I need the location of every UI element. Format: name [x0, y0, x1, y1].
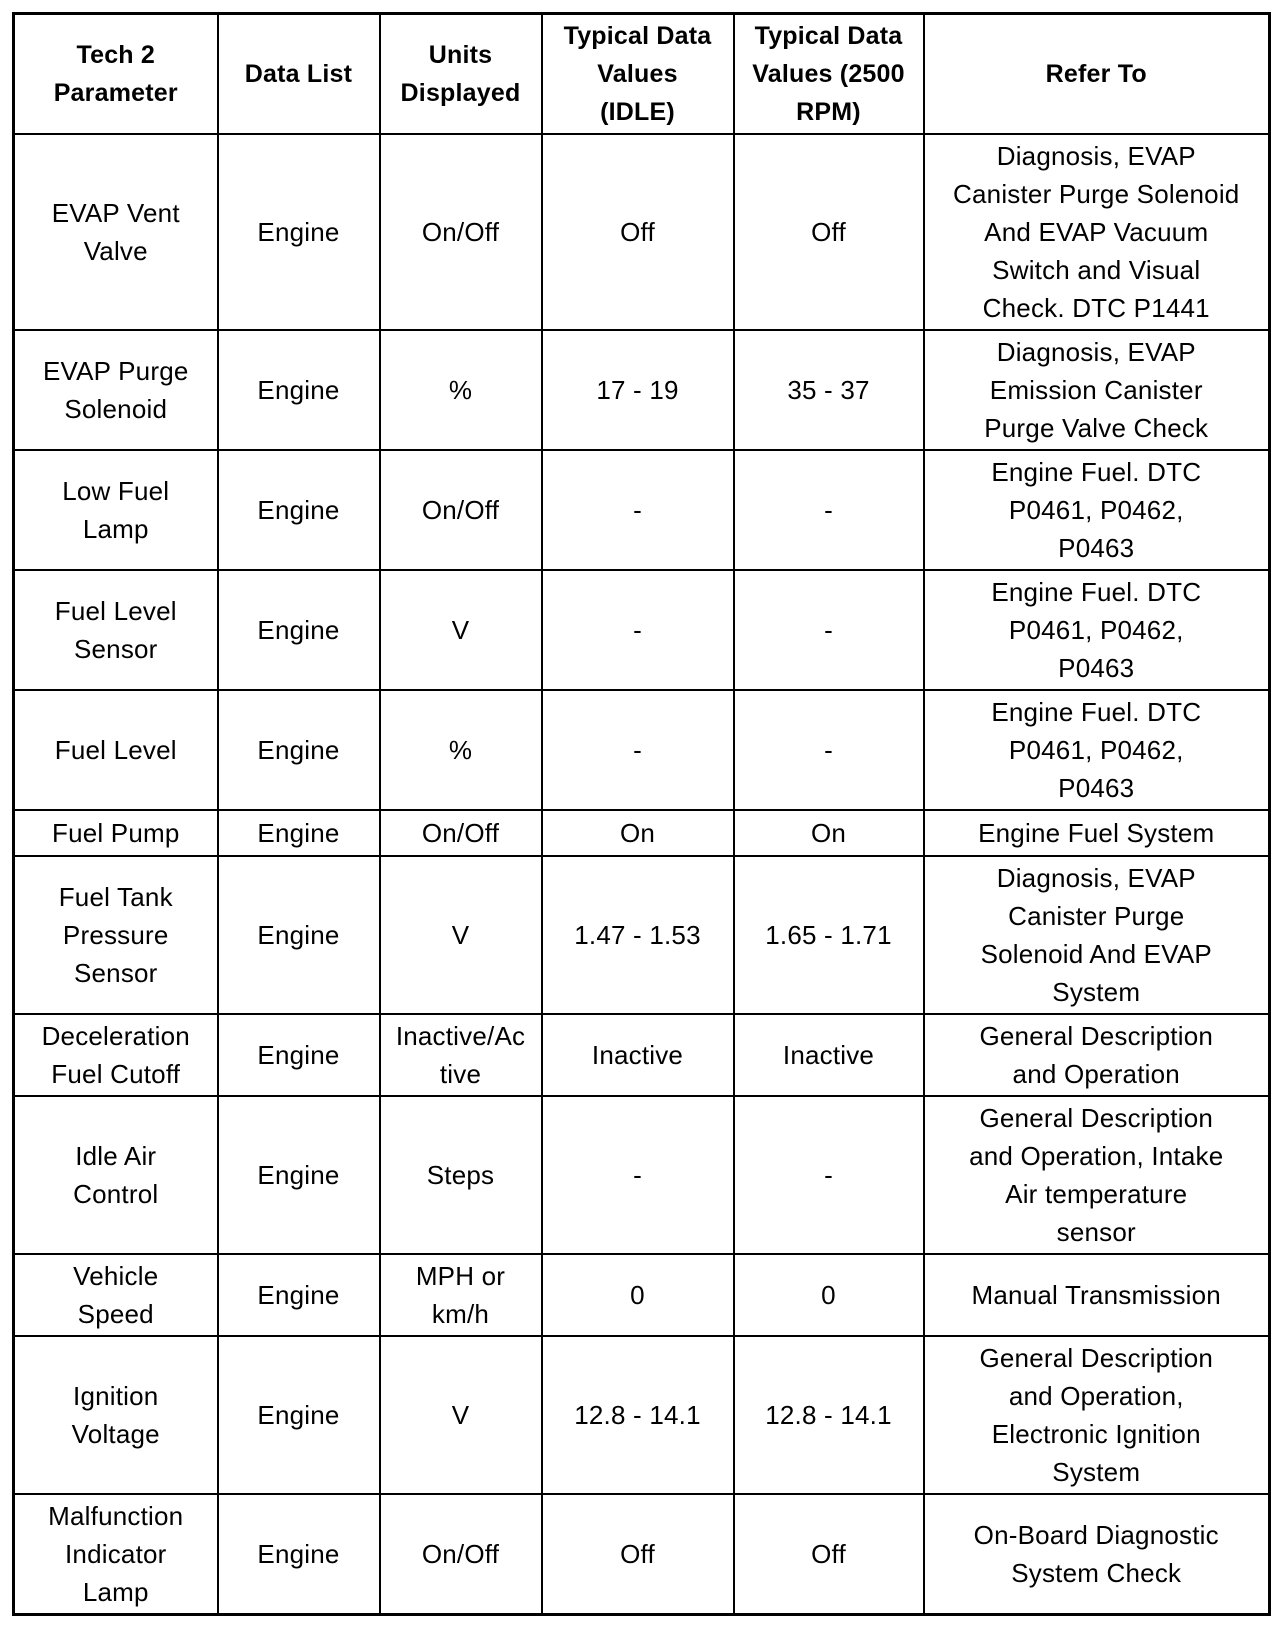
cell-parameter: Fuel Level Sensor	[14, 570, 218, 690]
cell-refer-to: Engine Fuel. DTC P0461, P0462, P0463	[924, 690, 1270, 810]
cell-2500rpm-value: -	[734, 1096, 924, 1254]
header-typical-idle: Typical Data Values (IDLE)	[542, 14, 734, 135]
cell-units: Steps	[380, 1096, 542, 1254]
cell-2500rpm-value: 1.65 - 1.71	[734, 856, 924, 1014]
table-header-row	[14, 14, 1270, 135]
cell-refer-to: Engine Fuel System	[924, 810, 1270, 856]
cell-refer-to: Engine Fuel. DTC P0461, P0462, P0463	[924, 570, 1270, 690]
cell-data-list: Engine	[218, 1494, 380, 1615]
cell-parameter: Fuel Pump	[14, 810, 218, 856]
cell-data-list: Engine	[218, 570, 380, 690]
header-refer-to: Refer To	[924, 14, 1270, 135]
cell-idle-value: 0	[542, 1254, 734, 1336]
cell-units: V	[380, 1336, 542, 1494]
cell-parameter: Fuel Tank Pressure Sensor	[14, 856, 218, 1014]
table-row	[14, 1096, 1270, 1254]
header-units-displayed: Units Displayed	[380, 14, 542, 135]
cell-idle-value: Off	[542, 134, 734, 330]
table-row	[14, 134, 1270, 330]
cell-parameter: EVAP Purge Solenoid	[14, 330, 218, 450]
cell-refer-to: Manual Transmission	[924, 1254, 1270, 1336]
cell-idle-value: On	[542, 810, 734, 856]
cell-parameter: Low Fuel Lamp	[14, 450, 218, 570]
cell-data-list: Engine	[218, 690, 380, 810]
table-row	[14, 570, 1270, 690]
cell-parameter: EVAP Vent Valve	[14, 134, 218, 330]
cell-units: V	[380, 856, 542, 1014]
cell-idle-value: 12.8 - 14.1	[542, 1336, 734, 1494]
cell-2500rpm-value: -	[734, 570, 924, 690]
table-row	[14, 1494, 1270, 1615]
cell-units: Inactive/Ac tive	[380, 1014, 542, 1096]
cell-refer-to: Engine Fuel. DTC P0461, P0462, P0463	[924, 450, 1270, 570]
table-row	[14, 330, 1270, 450]
cell-refer-to: General Description and Operation, Electronic Ignition System	[924, 1336, 1270, 1494]
cell-idle-value: 17 - 19	[542, 330, 734, 450]
cell-2500rpm-value: -	[734, 690, 924, 810]
cell-idle-value: -	[542, 690, 734, 810]
cell-2500rpm-value: 12.8 - 14.1	[734, 1336, 924, 1494]
cell-data-list: Engine	[218, 134, 380, 330]
cell-refer-to: General Description and Operation	[924, 1014, 1270, 1096]
cell-units: On/Off	[380, 810, 542, 856]
header-typical-2500rpm: Typical Data Values (2500 RPM)	[734, 14, 924, 135]
cell-units: %	[380, 330, 542, 450]
table-row	[14, 810, 1270, 856]
table-row	[14, 1254, 1270, 1336]
cell-refer-to: Diagnosis, EVAP Canister Purge Solenoid And EVAP System	[924, 856, 1270, 1014]
cell-data-list: Engine	[218, 450, 380, 570]
table-row	[14, 856, 1270, 1014]
cell-units: V	[380, 570, 542, 690]
cell-2500rpm-value: Inactive	[734, 1014, 924, 1096]
table-row	[14, 450, 1270, 570]
cell-units: On/Off	[380, 1494, 542, 1615]
cell-2500rpm-value: 0	[734, 1254, 924, 1336]
cell-units: %	[380, 690, 542, 810]
cell-data-list: Engine	[218, 1254, 380, 1336]
cell-data-list: Engine	[218, 810, 380, 856]
cell-idle-value: -	[542, 570, 734, 690]
cell-data-list: Engine	[218, 330, 380, 450]
cell-refer-to: Diagnosis, EVAP Emission Canister Purge Valve Check	[924, 330, 1270, 450]
cell-data-list: Engine	[218, 1096, 380, 1254]
cell-idle-value: -	[542, 450, 734, 570]
cell-parameter: Malfunction Indicator Lamp	[14, 1494, 218, 1615]
header-data-list: Data List	[218, 14, 380, 135]
cell-2500rpm-value: On	[734, 810, 924, 856]
cell-data-list: Engine	[218, 1336, 380, 1494]
cell-data-list: Engine	[218, 856, 380, 1014]
cell-idle-value: Off	[542, 1494, 734, 1615]
tech2-parameter-table	[12, 12, 1271, 1616]
table-row	[14, 1336, 1270, 1494]
document-page	[12, 12, 1268, 1616]
cell-refer-to: Diagnosis, EVAP Canister Purge Solenoid And EVAP Vacuum Switch and Visual Check. DTC P1441	[924, 134, 1270, 330]
cell-idle-value: 1.47 - 1.53	[542, 856, 734, 1014]
cell-idle-value: -	[542, 1096, 734, 1254]
cell-2500rpm-value: Off	[734, 1494, 924, 1615]
cell-parameter: Fuel Level	[14, 690, 218, 810]
cell-refer-to: On-Board Diagnostic System Check	[924, 1494, 1270, 1615]
cell-2500rpm-value: -	[734, 450, 924, 570]
header-tech2-parameter: Tech 2 Parameter	[14, 14, 218, 135]
table-row	[14, 690, 1270, 810]
cell-units: On/Off	[380, 134, 542, 330]
cell-idle-value: Inactive	[542, 1014, 734, 1096]
cell-units: MPH or km/h	[380, 1254, 542, 1336]
cell-2500rpm-value: Off	[734, 134, 924, 330]
cell-parameter: Ignition Voltage	[14, 1336, 218, 1494]
cell-refer-to: General Description and Operation, Intake Air temperature sensor	[924, 1096, 1270, 1254]
table-body	[14, 134, 1270, 1615]
cell-2500rpm-value: 35 - 37	[734, 330, 924, 450]
cell-parameter: Vehicle Speed	[14, 1254, 218, 1336]
cell-data-list: Engine	[218, 1014, 380, 1096]
cell-units: On/Off	[380, 450, 542, 570]
cell-parameter: Idle Air Control	[14, 1096, 218, 1254]
cell-parameter: Deceleration Fuel Cutoff	[14, 1014, 218, 1096]
table-row	[14, 1014, 1270, 1096]
